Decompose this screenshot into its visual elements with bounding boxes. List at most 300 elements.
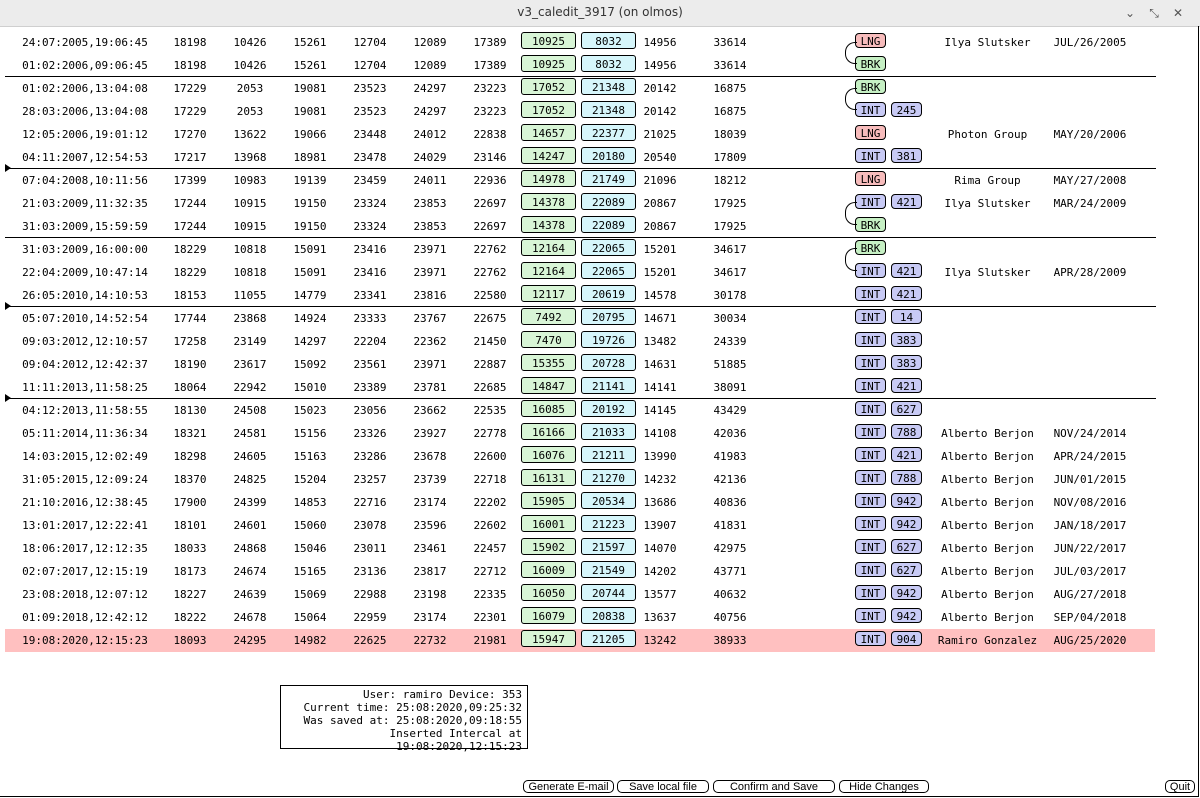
green-value-box[interactable]: 15902 [521,538,576,555]
cell-n5: 24011 [413,174,447,187]
cell-n1: 17229 [173,105,207,118]
cell-n4: 23136 [353,565,387,578]
cyan-value-box[interactable]: 21549 [581,561,636,578]
cell-user: Ilya Slutsker [944,197,1031,210]
cell-n8: 33614 [713,36,747,49]
green-value-box[interactable]: 17052 [521,101,576,118]
cell-n2: 24825 [233,473,267,486]
group-separator [5,237,1156,238]
cell-n1: 18321 [173,427,207,440]
cell-n2: 24399 [233,496,267,509]
table-row[interactable] [5,284,1155,307]
type-badge[interactable]: INT [855,585,886,600]
green-value-box[interactable]: 14378 [521,193,576,210]
type-badge[interactable]: INT [855,332,886,347]
cell-n2: 10426 [233,36,267,49]
type-badge[interactable]: BRK [855,79,886,94]
cyan-value-box[interactable]: 20795 [581,308,636,325]
green-value-box[interactable]: 16001 [521,515,576,532]
cell-n7: 20142 [643,82,677,95]
cyan-value-box[interactable]: 21033 [581,423,636,440]
cell-n1: 18190 [173,358,207,371]
cell-n5: 12089 [413,36,447,49]
cell-user: Ilya Slutsker [944,266,1031,279]
cell-n4: 23324 [353,220,387,233]
cyan-value-box[interactable]: 21211 [581,446,636,463]
type-badge[interactable]: INT [855,286,886,301]
cell-n7: 20540 [643,151,677,164]
cell-n3: 15069 [293,588,327,601]
current-time-label: Current time: 25:08:2020,09:25:32 [303,701,522,714]
save-local-file-button[interactable]: Save local file [617,780,709,793]
cyan-value-box[interactable]: 22065 [581,239,636,256]
cell-n7: 13637 [643,611,677,624]
type-badge[interactable]: INT [855,355,886,370]
cell-n6: 23223 [473,105,507,118]
cell-n7: 14671 [643,312,677,325]
cell-n5: 23461 [413,542,447,555]
type-badge[interactable]: INT [855,148,886,163]
cell-n1: 18130 [173,404,207,417]
cell-n2: 23868 [233,312,267,325]
cell-n6: 22762 [473,243,507,256]
cell-n7: 13907 [643,519,677,532]
cyan-value-box[interactable]: 21597 [581,538,636,555]
cyan-value-box[interactable]: 22377 [581,124,636,141]
table-row[interactable] [5,445,1155,468]
cell-n6: 22697 [473,197,507,210]
id-badge[interactable]: 14 [891,309,922,324]
cell-n5: 23853 [413,197,447,210]
type-badge[interactable]: INT [855,309,886,324]
title-bar [0,0,1200,27]
cell-n2: 13622 [233,128,267,141]
table-row[interactable] [5,215,1155,238]
cell-n5: 23781 [413,381,447,394]
cell-n6: 22600 [473,450,507,463]
id-badge[interactable]: 904 [891,631,922,646]
cyan-value-box[interactable]: 20534 [581,492,636,509]
cell-n4: 22204 [353,335,387,348]
table-row[interactable] [5,77,1155,100]
green-value-box[interactable]: 10925 [521,55,576,72]
cell-time: 12:05:2006,19:01:12 [22,128,148,141]
green-value-box[interactable]: 14978 [521,170,576,187]
window-title: v3_caledit_3917 (on olmos) [517,5,683,19]
cell-n3: 19139 [293,174,327,187]
quit-button[interactable]: Quit [1165,780,1195,793]
cell-n1: 17270 [173,128,207,141]
id-badge[interactable]: 788 [891,470,922,485]
row-marker-icon [5,164,11,172]
cell-time: 07:04:2008,10:11:56 [22,174,148,187]
table-row[interactable] [5,169,1155,192]
cell-time: 28:03:2006,13:04:08 [22,105,148,118]
cell-n3: 19081 [293,105,327,118]
type-badge[interactable]: INT [855,194,886,209]
cell-n4: 23523 [353,105,387,118]
cell-n7: 14108 [643,427,677,440]
green-value-box[interactable]: 15905 [521,492,576,509]
green-value-box[interactable]: 12117 [521,285,576,302]
cell-n7: 13482 [643,335,677,348]
cell-n5: 24012 [413,128,447,141]
green-value-box[interactable]: 12164 [521,262,576,279]
green-value-box[interactable]: 16076 [521,446,576,463]
cell-date: JAN/18/2017 [1053,519,1127,532]
table-row[interactable] [5,491,1155,514]
id-badge[interactable]: 942 [891,608,922,623]
cell-n2: 10426 [233,59,267,72]
type-badge[interactable]: INT [855,493,886,508]
confirm-and-save-button[interactable]: Confirm and Save [713,780,835,793]
cyan-value-box[interactable]: 20619 [581,285,636,302]
green-value-box[interactable]: 10925 [521,32,576,49]
cell-n5: 23174 [413,496,447,509]
id-badge[interactable]: 942 [891,493,922,508]
id-badge[interactable]: 421 [891,447,922,462]
cell-n2: 24639 [233,588,267,601]
cell-n4: 23257 [353,473,387,486]
cell-time: 04:11:2007,12:54:53 [22,151,148,164]
cyan-value-box[interactable]: 20728 [581,354,636,371]
cell-n2: 24868 [233,542,267,555]
id-badge[interactable]: 383 [891,332,922,347]
cell-n6: 23146 [473,151,507,164]
cell-n2: 2053 [236,82,264,95]
table-row[interactable] [5,54,1155,77]
cell-user: Alberto Berjon [941,519,1034,532]
table-row[interactable] [5,31,1155,54]
cell-time: 09:03:2012,12:10:57 [22,335,148,348]
cyan-value-box[interactable]: 19726 [581,331,636,348]
table-row[interactable] [5,606,1155,629]
cell-date: NOV/24/2014 [1053,427,1127,440]
table-row[interactable] [5,560,1155,583]
link-bracket [845,248,857,271]
cell-n4: 23459 [353,174,387,187]
id-badge[interactable]: 381 [891,148,922,163]
cell-date: MAY/20/2006 [1053,128,1127,141]
table-row[interactable] [5,422,1155,445]
cell-n3: 14924 [293,312,327,325]
cell-n1: 17244 [173,197,207,210]
group-separator [5,398,1156,399]
cell-n2: 22942 [233,381,267,394]
cell-n6: 22712 [473,565,507,578]
cyan-value-box[interactable]: 21348 [581,101,636,118]
cell-n8: 43429 [713,404,747,417]
cell-n6: 22535 [473,404,507,417]
id-badge[interactable]: 627 [891,562,922,577]
id-badge[interactable]: 245 [891,102,922,117]
cell-n4: 22716 [353,496,387,509]
green-value-box[interactable]: 16131 [521,469,576,486]
green-value-box[interactable]: 16085 [521,400,576,417]
id-badge[interactable]: 421 [891,263,922,278]
cell-n5: 23678 [413,450,447,463]
cell-n2: 23149 [233,335,267,348]
minimize-icon[interactable]: ⌄ [1124,6,1136,20]
type-badge[interactable]: BRK [855,217,886,232]
cell-time: 09:04:2012,12:42:37 [22,358,148,371]
saved-at-label: Was saved at: 25:08:2020,09:18:55 [303,714,522,727]
cell-n3: 18981 [293,151,327,164]
cell-time: 11:11:2013,11:58:25 [22,381,148,394]
table-row[interactable] [5,629,1155,652]
cell-n3: 19150 [293,197,327,210]
green-value-box[interactable]: 16079 [521,607,576,624]
cyan-value-box[interactable]: 21348 [581,78,636,95]
cell-n3: 15261 [293,36,327,49]
cell-n4: 23326 [353,427,387,440]
cell-n5: 23767 [413,312,447,325]
table-row[interactable] [5,238,1155,261]
cyan-value-box[interactable]: 22089 [581,193,636,210]
type-badge[interactable]: INT [855,516,886,531]
type-badge[interactable]: INT [855,378,886,393]
type-badge[interactable]: INT [855,102,886,117]
cell-n3: 15091 [293,243,327,256]
green-value-box[interactable]: 7492 [521,308,576,325]
table-row[interactable] [5,468,1155,491]
type-badge[interactable]: INT [855,539,886,554]
id-badge[interactable]: 942 [891,585,922,600]
cell-n8: 41983 [713,450,747,463]
cyan-value-box[interactable]: 20192 [581,400,636,417]
type-badge[interactable]: INT [855,562,886,577]
cell-user: Alberto Berjon [941,542,1034,555]
cell-n6: 17389 [473,59,507,72]
cell-n4: 22988 [353,588,387,601]
cell-n8: 30178 [713,289,747,302]
cell-date: APR/24/2015 [1053,450,1127,463]
cell-n6: 22697 [473,220,507,233]
cell-n3: 14853 [293,496,327,509]
hide-changes-button[interactable]: Hide Changes [839,780,929,793]
green-value-box[interactable]: 12164 [521,239,576,256]
table-row[interactable] [5,192,1155,215]
cell-time: 31:05:2015,12:09:24 [22,473,148,486]
table-row[interactable] [5,583,1155,606]
cell-n3: 15092 [293,358,327,371]
cell-n6: 21450 [473,335,507,348]
green-value-box[interactable]: 14657 [521,124,576,141]
green-value-box[interactable]: 15355 [521,354,576,371]
cell-n1: 18153 [173,289,207,302]
cyan-value-box[interactable]: 20744 [581,584,636,601]
cyan-value-box[interactable]: 22089 [581,216,636,233]
cell-n8: 42036 [713,427,747,440]
group-separator [5,76,1156,77]
type-badge[interactable]: INT [855,401,886,416]
table-row[interactable] [5,514,1155,537]
type-badge[interactable]: INT [855,470,886,485]
table-row[interactable] [5,376,1155,399]
cyan-value-box[interactable]: 20180 [581,147,636,164]
link-bracket [845,88,857,110]
cell-n6: 17389 [473,36,507,49]
cyan-value-box[interactable]: 21141 [581,377,636,394]
cell-time: 02:07:2017,12:15:19 [22,565,148,578]
cell-n3: 14982 [293,634,327,647]
cell-n8: 38091 [713,381,747,394]
cell-n1: 18229 [173,266,207,279]
green-value-box[interactable]: 17052 [521,78,576,95]
cell-n8: 17809 [713,151,747,164]
cell-n8: 40836 [713,496,747,509]
cell-n5: 24297 [413,82,447,95]
cell-n3: 15046 [293,542,327,555]
cell-time: 23:08:2018,12:07:12 [22,588,148,601]
type-badge[interactable]: INT [855,608,886,623]
table-row[interactable] [5,123,1155,146]
table-row[interactable] [5,330,1155,353]
row-marker-icon [5,302,11,310]
cell-n4: 22959 [353,611,387,624]
cell-time: 21:03:2009,11:32:35 [22,197,148,210]
cell-n3: 14779 [293,289,327,302]
id-badge[interactable]: 627 [891,401,922,416]
cell-time: 26:05:2010,14:10:53 [22,289,148,302]
cell-n6: 22778 [473,427,507,440]
id-badge[interactable]: 421 [891,378,922,393]
table-row[interactable] [5,537,1155,560]
cell-n4: 12704 [353,59,387,72]
id-badge[interactable]: 788 [891,424,922,439]
cell-n2: 11055 [233,289,267,302]
cell-n1: 18093 [173,634,207,647]
cell-n1: 18370 [173,473,207,486]
cyan-value-box[interactable]: 21223 [581,515,636,532]
cell-n1: 17258 [173,335,207,348]
type-badge[interactable]: INT [855,631,886,646]
cell-n7: 14956 [643,59,677,72]
green-value-box[interactable]: 15947 [521,630,576,647]
table-row[interactable] [5,353,1155,376]
cell-user: Photon Group [947,128,1028,141]
cyan-value-box[interactable]: 22065 [581,262,636,279]
table-row[interactable] [5,307,1155,330]
cyan-value-box[interactable]: 21270 [581,469,636,486]
green-value-box[interactable]: 16009 [521,561,576,578]
cell-n2: 10915 [233,220,267,233]
cell-n7: 14145 [643,404,677,417]
type-badge[interactable]: INT [855,424,886,439]
cell-n3: 15023 [293,404,327,417]
cell-user: Alberto Berjon [941,427,1034,440]
type-badge[interactable]: INT [855,263,886,278]
type-badge[interactable]: LNG [855,171,886,186]
cyan-value-box[interactable]: 8032 [581,55,636,72]
cell-n7: 14578 [643,289,677,302]
cell-n3: 15165 [293,565,327,578]
cell-n5: 23198 [413,588,447,601]
cell-n7: 20142 [643,105,677,118]
green-value-box[interactable]: 16166 [521,423,576,440]
table-row[interactable] [5,261,1155,284]
cell-time: 19:08:2020,12:15:23 [22,634,148,647]
cell-n1: 17229 [173,82,207,95]
cell-n6: 22457 [473,542,507,555]
cell-n5: 23662 [413,404,447,417]
cell-n2: 24678 [233,611,267,624]
type-badge[interactable]: BRK [855,240,886,255]
type-badge[interactable]: BRK [855,56,886,71]
cell-n2: 10915 [233,197,267,210]
type-badge[interactable]: INT [855,447,886,462]
cell-n2: 23617 [233,358,267,371]
cell-n3: 15204 [293,473,327,486]
table-row[interactable] [5,146,1155,169]
cyan-value-box[interactable]: 8032 [581,32,636,49]
cell-n5: 23739 [413,473,447,486]
cell-time: 21:10:2016,12:38:45 [22,496,148,509]
cell-n5: 23927 [413,427,447,440]
cell-n8: 40632 [713,588,747,601]
link-bracket [845,42,857,64]
cell-time: 01:09:2018,12:42:12 [22,611,148,624]
cell-n8: 17925 [713,220,747,233]
cyan-value-box[interactable]: 21205 [581,630,636,647]
generate-email-button[interactable]: Generate E-mail [523,780,614,793]
cell-n6: 22335 [473,588,507,601]
cell-n1: 17900 [173,496,207,509]
cell-n5: 23596 [413,519,447,532]
cell-time: 22:04:2009,10:47:14 [22,266,148,279]
cell-time: 04:12:2013,11:58:55 [22,404,148,417]
cell-date: JUL/26/2005 [1053,36,1127,49]
green-value-box[interactable]: 14847 [521,377,576,394]
green-value-box[interactable]: 14378 [521,216,576,233]
cell-date: SEP/04/2018 [1053,611,1127,624]
table-row[interactable] [5,399,1155,422]
cyan-value-box[interactable]: 21749 [581,170,636,187]
id-badge[interactable]: 942 [891,516,922,531]
id-badge[interactable]: 421 [891,286,922,301]
cell-time: 14:03:2015,12:02:49 [22,450,148,463]
table-row[interactable] [5,100,1155,123]
close-icon[interactable]: ✕ [1172,6,1184,20]
id-badge[interactable]: 627 [891,539,922,554]
maximize-icon[interactable]: ⤡ [1149,6,1159,20]
cell-time: 31:03:2009,16:00:00 [22,243,148,256]
cell-n6: 22762 [473,266,507,279]
cell-user: Alberto Berjon [941,450,1034,463]
cyan-value-box[interactable]: 20838 [581,607,636,624]
type-badge[interactable]: LNG [855,33,886,48]
cell-n1: 18229 [173,243,207,256]
cell-n8: 43771 [713,565,747,578]
cell-n1: 17244 [173,220,207,233]
id-badge[interactable]: 383 [891,355,922,370]
green-value-box[interactable]: 14247 [521,147,576,164]
cell-n4: 12704 [353,36,387,49]
id-badge[interactable]: 421 [891,194,922,209]
cell-n4: 23523 [353,82,387,95]
cell-n4: 23324 [353,197,387,210]
cell-n3: 19066 [293,128,327,141]
green-value-box[interactable]: 7470 [521,331,576,348]
cell-n5: 12089 [413,59,447,72]
row-marker-icon [5,394,11,402]
cell-n5: 23853 [413,220,447,233]
cell-n7: 14631 [643,358,677,371]
cell-n7: 14956 [643,36,677,49]
cell-n4: 22625 [353,634,387,647]
type-badge[interactable]: LNG [855,125,886,140]
green-value-box[interactable]: 16050 [521,584,576,601]
